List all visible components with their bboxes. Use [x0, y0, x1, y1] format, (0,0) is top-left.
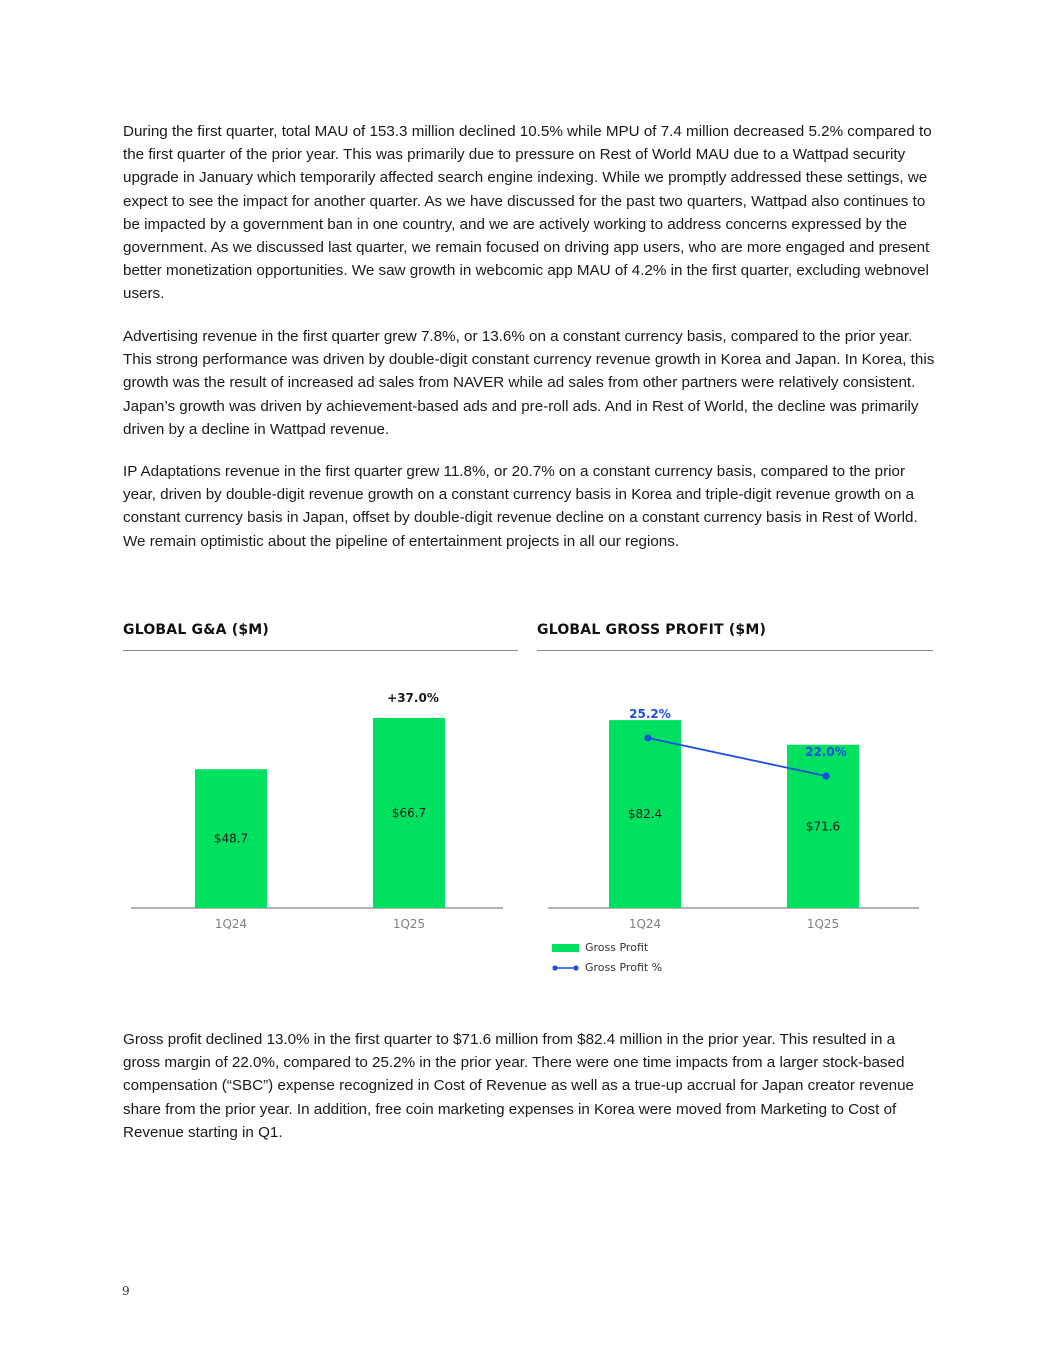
legend-label-gross-profit: Gross Profit: [585, 941, 649, 954]
gross-profit-chart: [537, 660, 933, 940]
x-tick-label: 1Q25: [392, 917, 426, 931]
x-tick-label: 1Q25: [806, 917, 840, 931]
paragraph-ip-adaptations: IP Adaptations revenue in the first quarter grew 11.8%, or 20.7% on a constant currency basis, compared to the prior year, driven by double-digit revenue growth on a constant currency basis in Korea and triple-digit revenue growth on a constant currency basis in Japan, offset by double-digit revenue decline on a constant currency basis in Rest of World. We remain optimistic about the pipeline of entertainment projects in all our regions.: [123, 463, 918, 550]
line-value-label: 25.2%: [629, 707, 671, 721]
x-tick-label: 1Q24: [628, 917, 662, 931]
gross-profit-chart-title: GLOBAL GROSS PROFIT ($M): [537, 622, 767, 638]
legend-item-gross-profit: [552, 941, 648, 954]
line-point-1q24: [644, 734, 651, 741]
paragraph-gross-profit: Gross profit declined 13.0% in the first quarter to $71.6 million from $82.4 million in the prior year. This resulted in a gross margin of 22.0%, compared to 25.2% in the prior year. There were one time impacts from a larger stock-based compensation (“SBC”) expense recognized in Cost of Revenue as well as a true-up accrual for Japan creator revenue share from the prior year. In addition, free coin marketing expenses in Korea were moved from Marketing to Cost of Revenue starting in Q1.: [123, 1031, 915, 1141]
legend-bar-swatch: [552, 944, 579, 952]
gross-profit-title-rule: [537, 650, 933, 651]
line-point-1q25: [822, 772, 829, 779]
bar-value-label: $82.4: [627, 807, 663, 822]
legend-label-gross-profit-percent: Gross Profit %: [585, 961, 663, 974]
legend-item-gross-profit-percent: [552, 961, 662, 974]
ga-chart: [123, 660, 518, 940]
paragraph-advertising: Advertising revenue in the first quarter grew 7.8%, or 13.6% on a constant currency basis, compared to the prior year. This strong performance was driven by double-digit constant currency revenue growth in Korea and Japan. In Korea, this growth was the result of increased ad sales from NAVER while ad sales from other partners were relatively consistent. Japan’s growth was driven by achievement-based ads and pre-roll ads. And in Rest of World, the decline was primarily driven by a decline in Wattpad revenue.: [123, 328, 935, 438]
legend-line-swatch: [552, 963, 579, 973]
bar-value-label: $66.7: [391, 805, 427, 820]
paragraph-mau: During the first quarter, total MAU of 153.3 million declined 10.5% while MPU of 7.4 million decreased 5.2% compared to the first quarter of the prior year. This was primarily due to pressure on Rest of World MAU due to a Wattpad security upgrade in January which temporarily affected search engine indexing. While we promptly addressed these settings, we expect to see the impact for another quarter. As we have discussed for the past two quarters, Wattpad also continues to be impacted by a government ban in one country, and we are actively working to address concerns expressed by the government. As we discussed last quarter, we remain focused on driving app users, who are more engaged and present better monetization opportunities. We saw growth in webcomic app MAU of 4.2% in the first quarter, excluding webnovel users.: [123, 123, 932, 303]
bar-value-label: $71.6: [805, 819, 841, 834]
page-number: 9: [122, 1284, 130, 1298]
change-label: +37.0%: [387, 690, 439, 705]
line-value-label: 22.0%: [805, 745, 847, 759]
ga-title-rule: [123, 650, 518, 651]
ga-chart-title: GLOBAL G&A ($M): [123, 622, 269, 638]
bar-value-label: $48.7: [213, 831, 249, 846]
x-tick-label: 1Q24: [214, 917, 248, 931]
